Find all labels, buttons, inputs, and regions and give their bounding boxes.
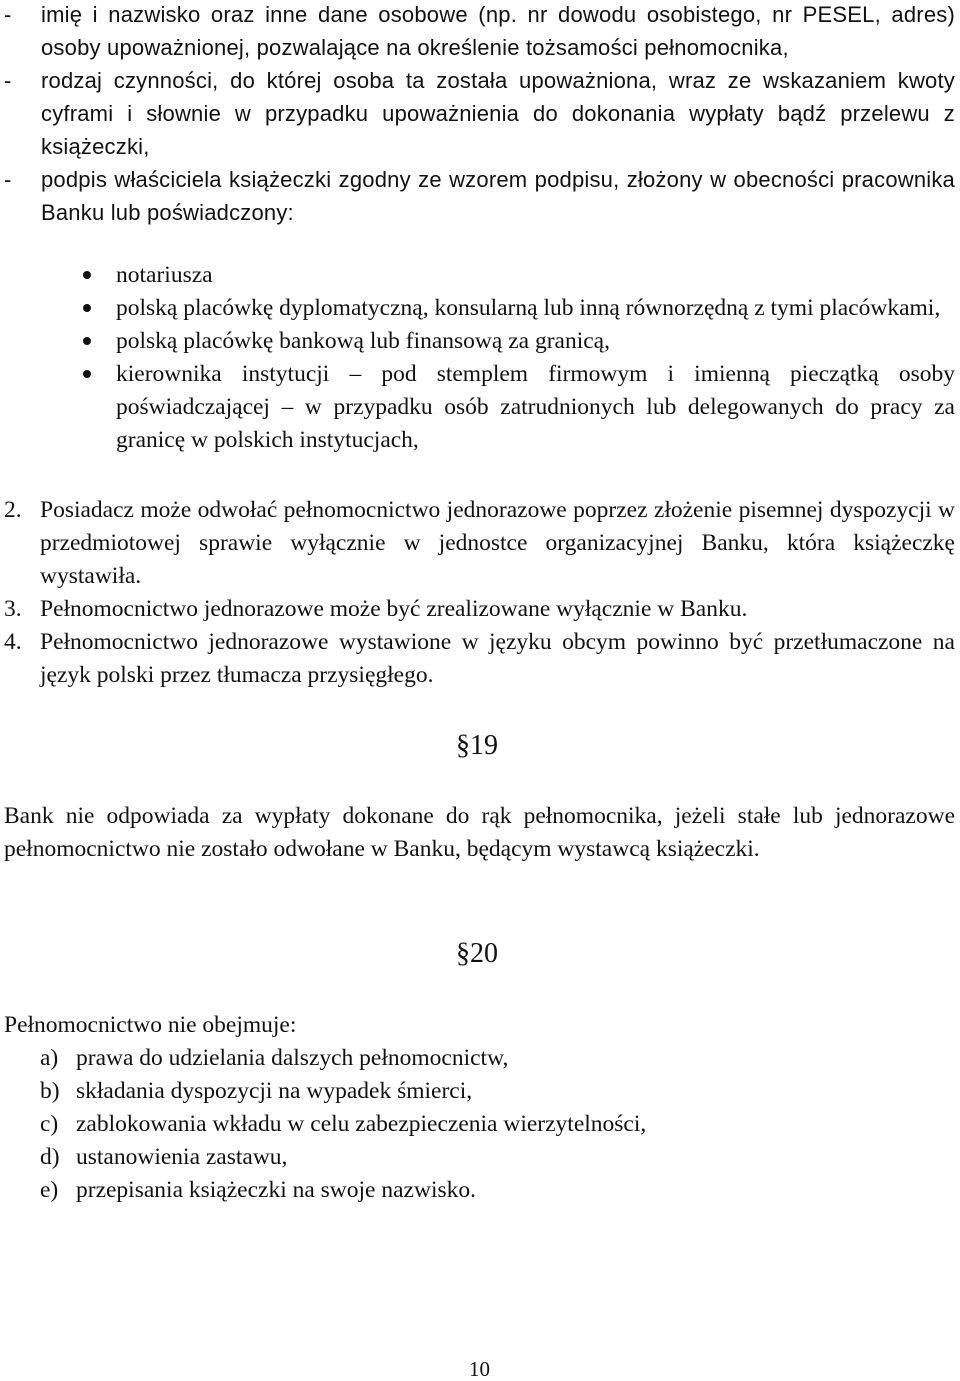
list-marker: - <box>4 68 12 93</box>
numbered-provisions <box>4 494 955 692</box>
list-item <box>4 163 955 229</box>
list-item-text: przepisania książeczki na swoje nazwisko. <box>76 1177 476 1203</box>
list-marker: b) <box>40 1078 60 1104</box>
section-20-intro: Pełnomocnictwo nie obejmuje: <box>4 1012 297 1038</box>
list-marker: e) <box>40 1177 59 1203</box>
authorization-requirements-list <box>4 0 955 229</box>
bullet-icon <box>80 325 116 358</box>
list-item-text: imię i nazwisko oraz inne dane osobowe (np. nr dowodu osobistego, nr PESEL, adres) osoby upoważnionej, pozwalające na określenie tożsamości pełnomocnika, <box>41 2 955 60</box>
list-item <box>80 292 955 325</box>
list-item <box>4 494 955 593</box>
list-item <box>40 1141 940 1174</box>
list-marker: - <box>4 2 12 27</box>
list-item <box>4 64 955 163</box>
list-item <box>4 593 955 626</box>
bullet-icon <box>80 259 116 292</box>
list-marker: - <box>4 167 12 192</box>
section-heading-20: §20 <box>456 938 498 969</box>
list-item <box>80 325 955 358</box>
list-item-text: Pełnomocnictwo jednorazowe wystawione w języku obcym powinno być przetłumaczone na język polski przez tłumacza przysięgłego. <box>40 629 955 688</box>
list-item <box>4 0 955 64</box>
list-marker: d) <box>40 1144 60 1170</box>
list-item-text: notariusza <box>116 262 213 288</box>
list-item <box>40 1174 940 1207</box>
section-19-text: Bank nie odpowiada za wypłaty dokonane do rąk pełnomocnika, jeżeli stałe lub jednorazowe pełnomocnictwo nie zostało odwołane w Banku, będącym wystawcą książeczki. <box>4 803 955 862</box>
list-item <box>80 259 955 292</box>
list-item-text: polską placówkę bankową lub finansową za granicą, <box>116 328 610 354</box>
list-item-text: ustanowienia zastawu, <box>76 1144 288 1170</box>
list-item <box>80 358 955 457</box>
list-item-text: podpis właściciela książeczki zgodny ze wzorem podpisu, złożony w obecności pracownika Banku lub poświadczony: <box>41 167 955 225</box>
list-item-text: rodzaj czynności, do której osoba ta została upoważniona, wraz ze wskazaniem kwoty cyframi i słownie w przypadku upoważnienia do dokonania wypłaty bądź przelewu z książeczki, <box>41 68 955 159</box>
list-item-text: Pełnomocnictwo jednorazowe może być zrealizowane wyłącznie w Banku. <box>40 596 748 622</box>
list-item <box>4 626 955 692</box>
list-item-text: składania dyspozycji na wypadek śmierci, <box>76 1078 473 1104</box>
list-number: 4. <box>4 629 22 655</box>
list-number: 2. <box>4 497 22 523</box>
list-item-text: kierownika instytucji – pod stemplem firmowym i imienną pieczątką osoby poświadczającej – w przypadku osób zatrudnionych lub delegowanych do pracy za granicę w polskich instytucjach, <box>116 361 955 453</box>
list-number: 3. <box>4 596 22 622</box>
certifier-bullet-list <box>80 259 955 457</box>
section-heading-19: §19 <box>456 730 498 761</box>
list-item-text: polską placówkę dyplomatyczną, konsularną lub inną równorzędną z tymi placówkami, <box>116 295 941 321</box>
bullet-icon <box>80 358 116 457</box>
list-marker: a) <box>40 1045 59 1071</box>
list-marker: c) <box>40 1111 59 1137</box>
exclusions-list <box>40 1042 940 1207</box>
list-item-text: zablokowania wkładu w celu zabezpieczenia wierzytelności, <box>76 1111 647 1137</box>
list-item-text: prawa do udzielania dalszych pełnomocnictw, <box>76 1045 509 1071</box>
page-number: 10 <box>469 1357 490 1381</box>
list-item <box>40 1042 940 1075</box>
list-item <box>40 1108 940 1141</box>
list-item-text: Posiadacz może odwołać pełnomocnictwo jednorazowe poprzez złożenie pisemnej dyspozycji w przedmiotowej sprawie wyłącznie w jednostce organizacyjnej Banku, która książeczkę wystawiła. <box>40 497 955 589</box>
list-item <box>40 1075 940 1108</box>
bullet-icon <box>80 292 116 325</box>
